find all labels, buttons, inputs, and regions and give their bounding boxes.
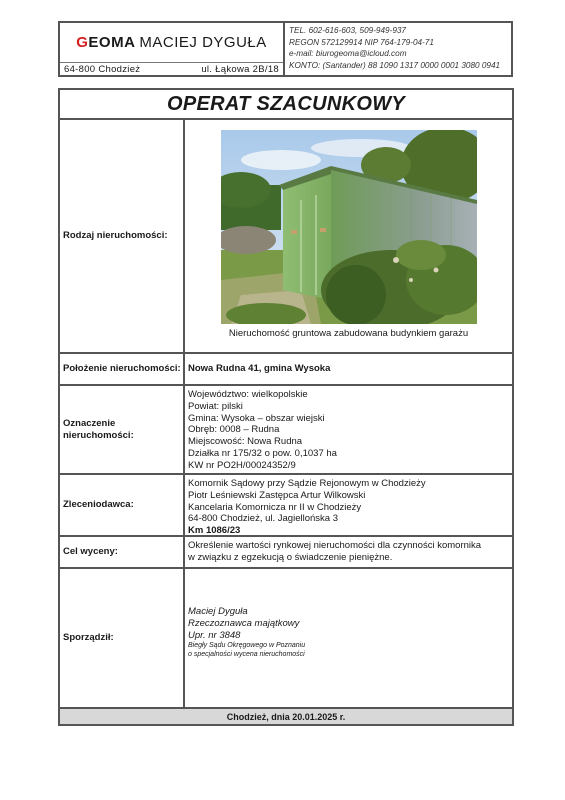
value-zleceniodawca — [185, 475, 512, 537]
contact-account: KONTO: (Santander) 88 1090 1317 0000 0001 3080 0941 — [289, 60, 501, 70]
label-zleceniodawca — [60, 475, 185, 537]
address-city: 64-800 Chodzież — [64, 63, 141, 75]
client-line-4: 64-800 Chodzież, ul. Jagiellońska 3 — [188, 513, 338, 525]
appraiser-role: Rzeczoznawca majątkowy — [188, 617, 300, 629]
purpose-line-1: Określenie wartości rynkowej nieruchomości dla czynności komornika — [188, 540, 482, 551]
value-polozenie — [185, 354, 512, 386]
value-sporzadzil — [185, 569, 512, 709]
garage-photo-image — [221, 130, 477, 324]
value-rodzaj — [185, 120, 512, 354]
label-cel-text: Cel wyceny: — [63, 546, 118, 557]
label-oznaczenie — [60, 386, 185, 475]
company-contact — [285, 23, 511, 75]
letterhead — [58, 21, 513, 77]
land-register-line: KW nr PO2H/00024352/9 — [188, 459, 296, 471]
contact-regon-nip: REGON 572129914 NIP 764-179-04-71 — [289, 37, 434, 47]
value-oznaczenie — [185, 386, 512, 475]
appraiser-name: Maciej Dyguła — [188, 606, 248, 617]
municipality-line: Gmina: Wysoka – obszar wiejski — [188, 412, 325, 424]
client-line-3: Kancelaria Komornicza nr II w Chodzieży — [188, 501, 362, 513]
plot-line: Działka nr 175/32 o pow. 0,1037 ha — [188, 447, 337, 459]
label-sporzadzil-text: Sporządził: — [63, 632, 114, 643]
purpose-line-2: w związku z egzekucją o świadczenie pieniężne. — [188, 551, 393, 563]
label-sporzadzil — [60, 569, 185, 709]
address-street: ul. Łąkowa 2B/18 — [201, 63, 279, 75]
photo-caption: Nieruchomość gruntowa zabudowana budynkiem garażu — [228, 328, 469, 339]
letterhead-brand — [60, 23, 285, 75]
logo-letter-g: G — [76, 34, 89, 51]
report-title: OPERAT SZACUNKOWY — [60, 90, 512, 120]
label-polozenie — [60, 354, 185, 386]
property-location: Nowa Rudna 41, gmina Wysoka — [188, 363, 331, 375]
voivodeship-line: Województwo: wielkopolskie — [188, 389, 308, 400]
label-cel — [60, 537, 185, 569]
label-oznaczenie-text: Oznaczenie nieruchomości: — [63, 417, 134, 441]
value-cel — [185, 537, 512, 569]
locality-line: Miejscowość: Nowa Rudna — [188, 436, 303, 448]
report-cover-table — [58, 88, 514, 726]
label-zleceniodawca-text: Zleceniodawca: — [63, 499, 134, 510]
company-address — [60, 62, 283, 75]
label-rodzaj-text: Rodzaj nieruchomości: — [63, 230, 168, 241]
client-line-2: Piotr Leśniewski Zastępca Artur Wilkowski — [188, 489, 366, 501]
appraiser-court-expert: Biegły Sądu Okręgowego w Poznaniu — [188, 642, 306, 650]
county-line: Powiat: pilski — [188, 400, 243, 412]
property-photo — [221, 130, 477, 324]
label-rodzaj — [60, 120, 185, 354]
appraiser-specialty: o specjalności wycena nieruchomości — [188, 651, 305, 659]
company-logo — [60, 23, 283, 62]
logo-text-eoma: EOMA — [88, 34, 136, 51]
case-number: Km 1086/23 — [188, 525, 241, 537]
client-line-1: Komornik Sądowy przy Sądzie Rejonowym w Chodzieży — [188, 478, 426, 489]
appraiser-licence: Upr. nr 3848 — [188, 629, 241, 641]
precinct-line: Obręb: 0008 – Rudna — [188, 424, 280, 436]
contact-email: e-mail: biurogeoma@icloud.com — [289, 49, 407, 58]
contact-phone: TEL. 602-616-603, 509-949-937 — [289, 26, 406, 35]
document-date: Chodzież, dnia 20.01.2025 r. — [60, 709, 512, 724]
label-polozenie-text: Położenie nieruchomości: — [63, 363, 181, 374]
logo-text-name: MACIEJ DYGUŁA — [139, 34, 267, 51]
